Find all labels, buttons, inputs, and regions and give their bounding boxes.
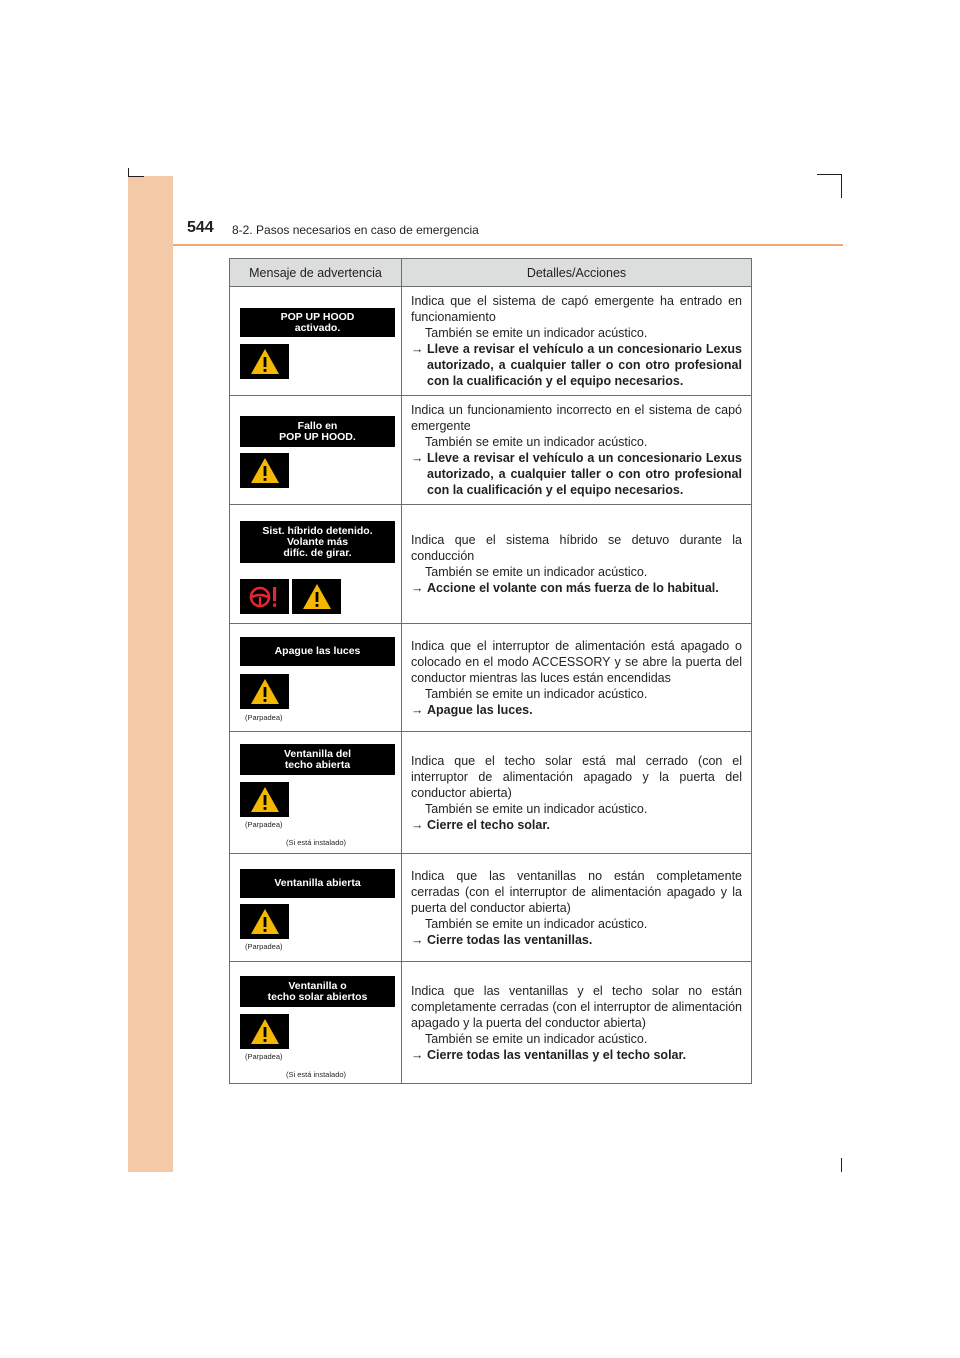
message-cell <box>230 962 402 1084</box>
buzzer-note: También se emite un indicador acústico. <box>425 565 648 579</box>
warning-triangle-icon <box>240 344 289 379</box>
message-display <box>240 744 395 775</box>
details-cell <box>402 854 752 962</box>
warning-triangle-icon <box>240 1014 289 1049</box>
description-text: Indica que el interruptor de alimentación está apagado o colocado en el modo ACCESSORY y se abre la puerta del conductor mientras las luces están encendidas <box>411 638 742 685</box>
action-item <box>411 932 742 948</box>
details-cell <box>402 287 752 396</box>
action-item <box>411 341 742 389</box>
description-text: Indica que las ventanillas no están completamente cerradas (con el interruptor de alimentación apagado y la puerta del conductor abierta) <box>411 868 742 915</box>
description-text: Indica que el sistema de capó emergente ha entrado en funcionamiento <box>411 294 742 324</box>
arrow-right-icon: → <box>411 817 424 832</box>
table-row <box>230 624 752 732</box>
crop-mark <box>841 1158 842 1172</box>
action-text: Cierre el techo solar. <box>427 817 550 832</box>
action-item <box>411 1047 742 1063</box>
message-cell <box>230 854 402 962</box>
table-row <box>230 505 752 624</box>
action-text: Accione el volante con más fuerza de lo habitual. <box>427 581 719 595</box>
action-text: Lleve a revisar el vehículo a un concesionario Lexus autorizado, a cualquier taller o con otro profesional con la cualificación y el equipo necesarios. <box>427 342 742 388</box>
message-line: Volante más <box>286 535 349 548</box>
buzzer-note: También se emite un indicador acústico. <box>425 1031 648 1046</box>
action-text: Cierre todas las ventanillas y el techo solar. <box>427 1047 687 1062</box>
message-line: Ventanilla abierta <box>274 877 361 889</box>
warning-message-table <box>229 258 752 1084</box>
header-rule <box>173 244 843 246</box>
section-title: 8-2. Pasos necesarios en caso de emergencia <box>232 223 479 237</box>
blink-note: (Parpadea) <box>245 1052 283 1061</box>
details-cell <box>402 962 752 1084</box>
message-display <box>240 637 395 666</box>
buzzer-note: También se emite un indicador acústico. <box>425 801 648 816</box>
warning-triangle-icon <box>240 674 289 709</box>
page-number: 544 <box>187 219 214 236</box>
crop-mark <box>841 174 842 198</box>
install-note: (Si está instalado) <box>286 838 347 847</box>
crop-mark <box>128 176 144 177</box>
table-row <box>230 962 752 1084</box>
description-text: Indica un funcionamiento incorrecto en el sistema de capó emergente <box>411 403 742 433</box>
details-cell <box>402 505 752 624</box>
message-line: POP UP HOOD. <box>279 430 356 443</box>
buzzer-note: También se emite un indicador acústico. <box>425 686 648 701</box>
warning-triangle-icon <box>240 904 289 939</box>
blink-note: (Parpadea) <box>245 713 283 722</box>
arrow-right-icon: → <box>411 1047 424 1062</box>
action-item <box>411 580 742 596</box>
description-text: Indica que el sistema híbrido se detuvo durante la conducción <box>411 533 742 563</box>
message-line: techo solar abiertos <box>267 990 368 1003</box>
warning-triangle-icon <box>292 579 341 614</box>
message-line: techo abierta <box>284 758 351 771</box>
message-cell <box>230 732 402 854</box>
message-cell <box>230 396 402 505</box>
message-cell <box>230 287 402 396</box>
table-header-row <box>230 259 752 287</box>
message-line: Sist. híbrido detenido. <box>262 524 373 537</box>
arrow-right-icon: → <box>411 932 424 947</box>
details-cell <box>402 624 752 732</box>
table-row <box>230 287 752 396</box>
message-line: Ventanilla del <box>283 747 352 760</box>
action-text: Cierre todas las ventanillas. <box>427 932 593 947</box>
action-item <box>411 817 742 833</box>
message-cell <box>230 505 402 624</box>
action-text: Lleve a revisar el vehículo a un concesionario Lexus autorizado, a cualquier taller o con otro profesional con la cualificación y el equipo necesarios. <box>427 451 742 497</box>
crop-mark <box>128 168 129 176</box>
buzzer-note: También se emite un indicador acústico. <box>425 435 648 449</box>
message-line: POP UP HOOD <box>280 310 355 323</box>
action-item <box>411 702 742 718</box>
message-cell <box>230 624 402 732</box>
action-text: Apague las luces. <box>427 702 533 717</box>
buzzer-note: También se emite un indicador acústico. <box>425 916 648 931</box>
warning-triangle-icon <box>240 782 289 817</box>
arrow-right-icon: → <box>411 581 424 595</box>
table-row <box>230 854 752 962</box>
message-line: Ventanilla o <box>288 979 347 992</box>
arrow-right-icon: → <box>411 342 424 356</box>
column-header-details: Detalles/Acciones <box>402 259 752 287</box>
message-line: Fallo en <box>297 419 338 432</box>
arrow-right-icon: → <box>411 451 424 465</box>
column-header-message: Mensaje de advertencia <box>230 259 402 287</box>
details-cell <box>402 732 752 854</box>
chapter-side-band <box>128 176 173 1172</box>
steering-warning-icon <box>240 579 289 614</box>
warning-triangle-icon <box>240 453 289 488</box>
install-note: (Si está instalado) <box>286 1070 347 1079</box>
blink-note: (Parpadea) <box>245 820 283 829</box>
buzzer-note: También se emite un indicador acústico. <box>425 326 648 340</box>
action-item <box>411 450 742 498</box>
table-row <box>230 732 752 854</box>
arrow-right-icon: → <box>411 702 424 717</box>
message-display <box>240 308 395 337</box>
crop-mark <box>817 174 842 175</box>
message-display <box>240 869 395 898</box>
details-cell <box>402 396 752 505</box>
blink-note: (Parpadea) <box>245 942 283 951</box>
message-display <box>240 521 395 563</box>
message-line: activado. <box>294 321 341 334</box>
description-text: Indica que el techo solar está mal cerrado (con el interruptor de alimentación apagado y la puerta del conductor abierta) <box>411 753 742 800</box>
message-display <box>240 416 395 447</box>
message-display <box>240 976 395 1007</box>
description-text: Indica que las ventanillas y el techo solar no están completamente cerradas (con el interruptor de alimentación apagado y la puerta del conductor abierta) <box>411 983 742 1030</box>
message-line: Apague las luces <box>274 645 361 657</box>
table-row <box>230 396 752 505</box>
message-line: difíc. de girar. <box>283 546 352 559</box>
